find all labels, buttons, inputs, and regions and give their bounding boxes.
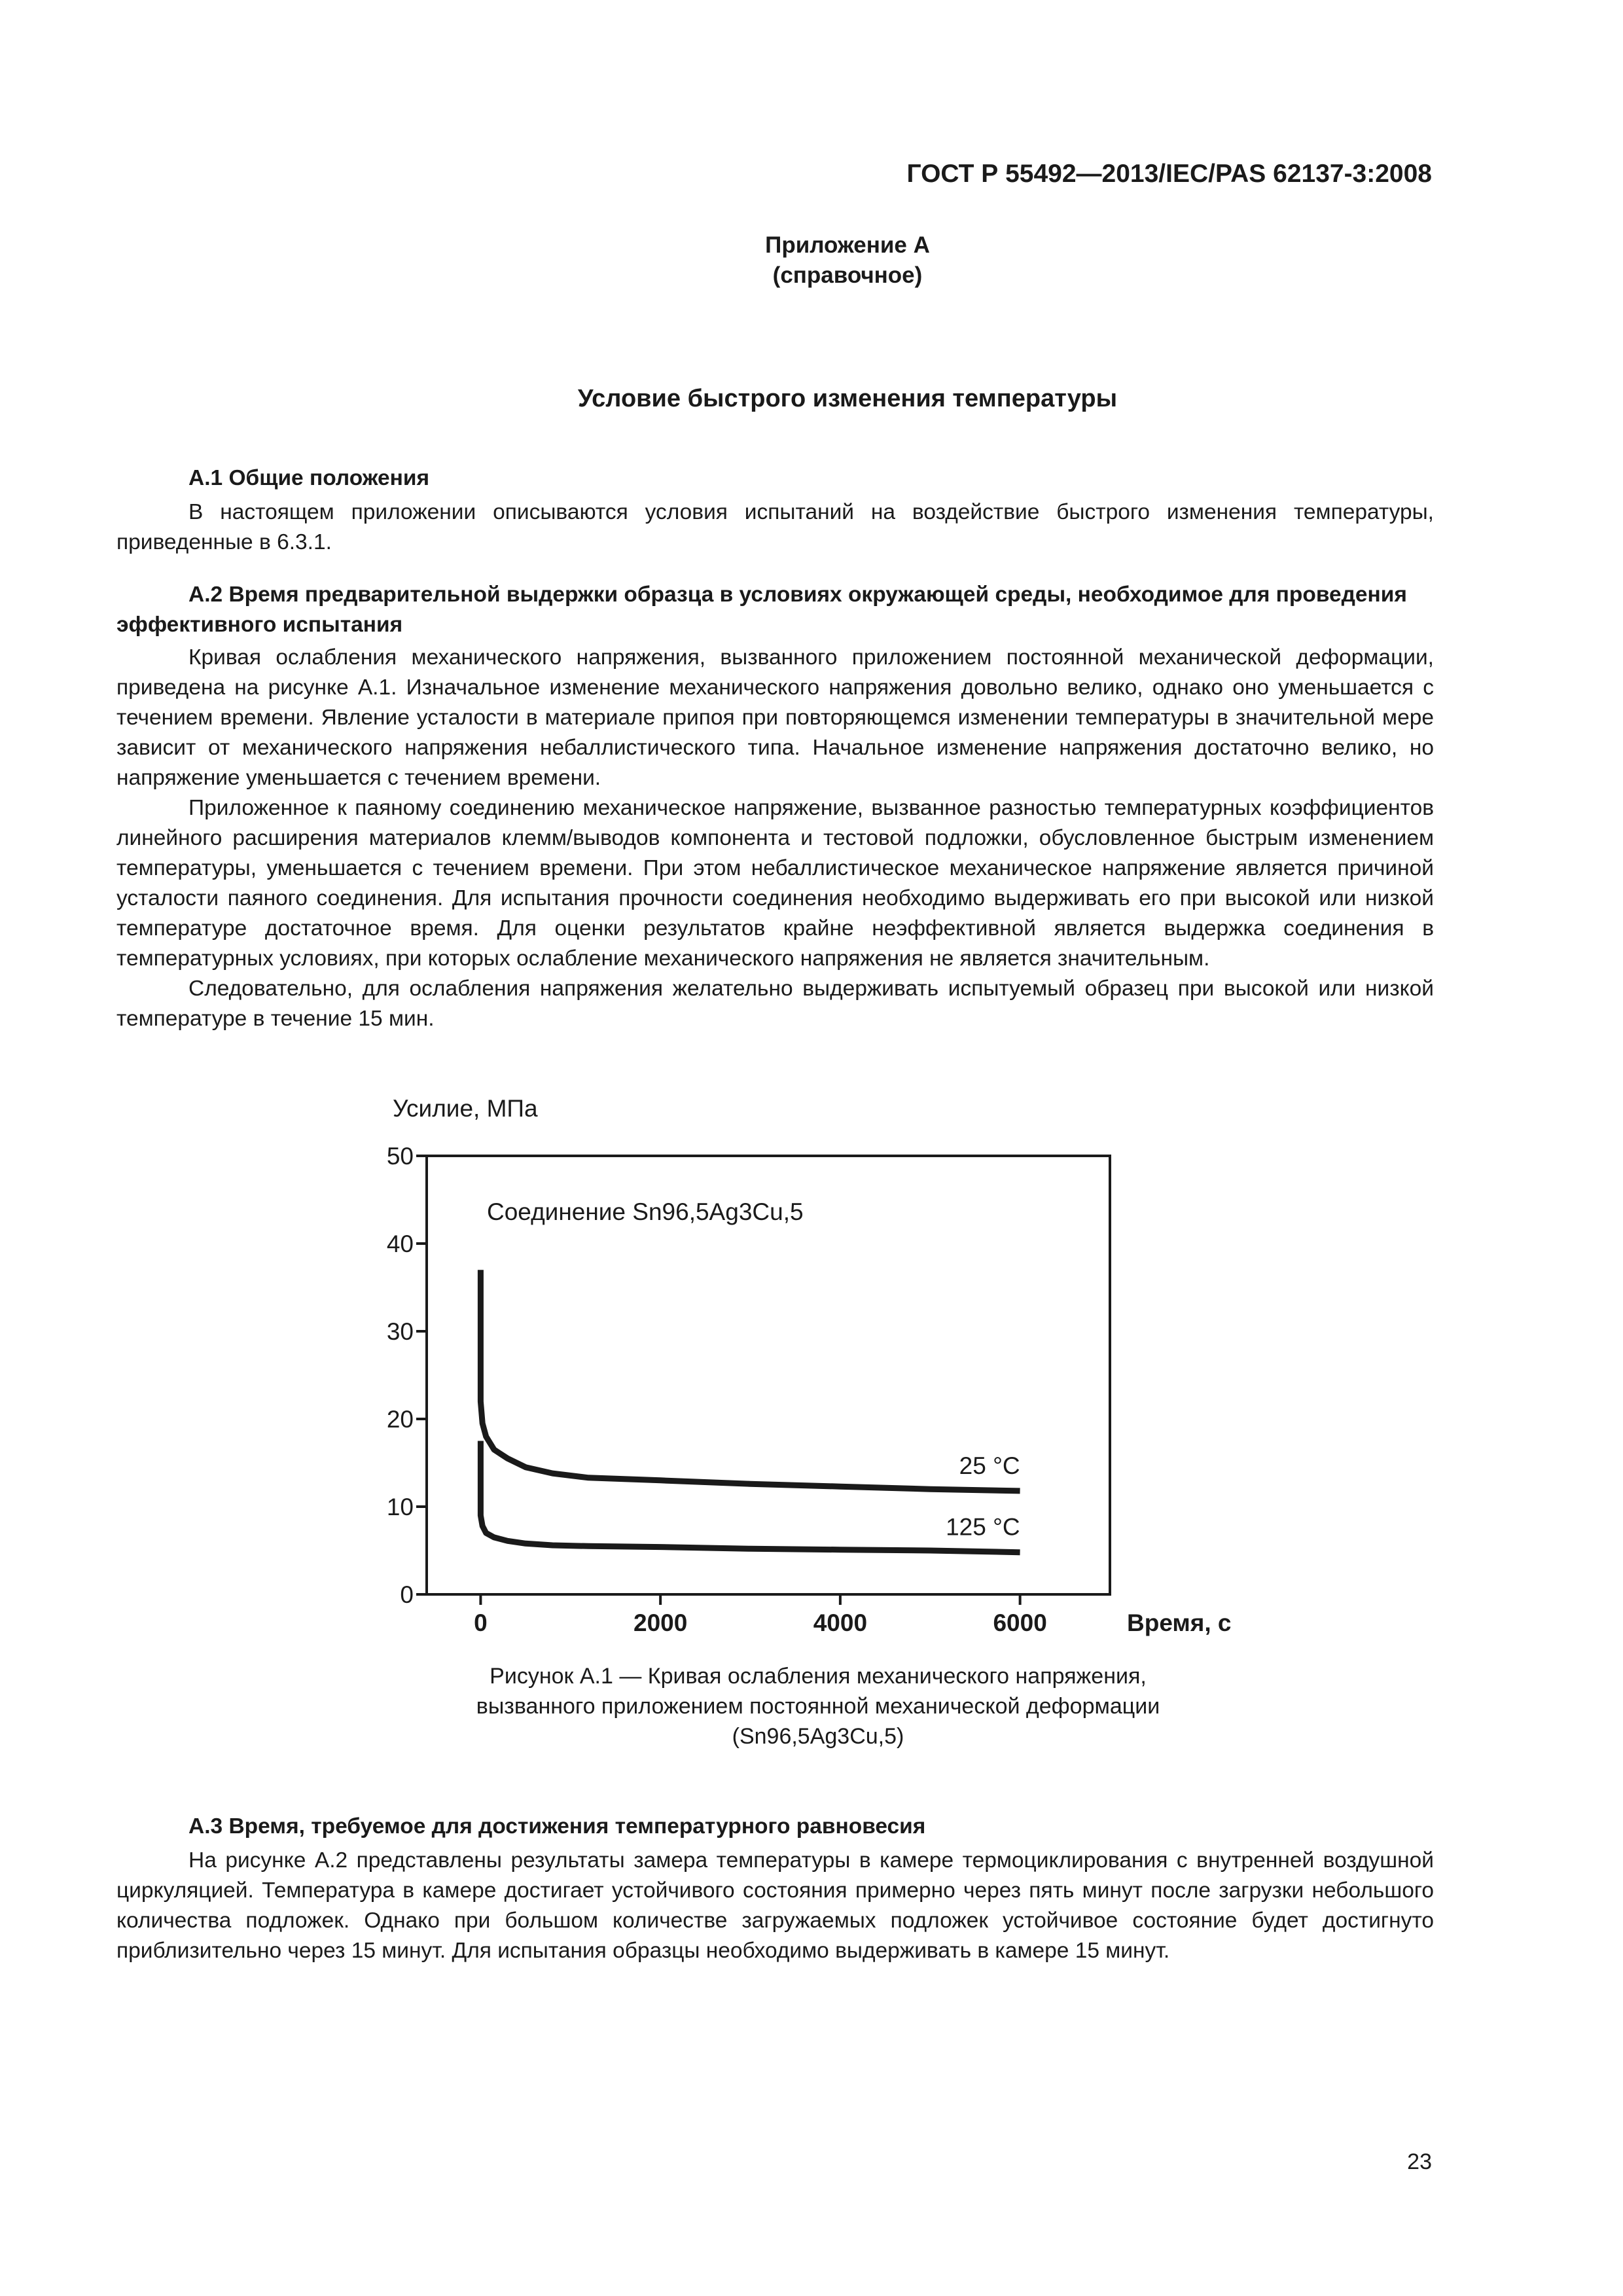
figure-a1 — [366, 1080, 1232, 1643]
y-tick-label: 40 — [386, 1230, 414, 1257]
standard-header: ГОСТ Р 55492—2013/IEC/PAS 62137-3:2008 — [906, 160, 1432, 188]
section-a1 — [116, 463, 1434, 558]
section-a1-heading: А.1 Общие положения — [188, 466, 430, 490]
caption-line: (Sn96,5Ag3Cu,5) — [732, 1724, 904, 1749]
page-title — [0, 385, 1623, 413]
page-title-text: Условие быстрого изменения температуры — [577, 385, 1118, 412]
section-a3-heading: А.3 Время, требуемое для достижения температурного равновесия — [188, 1814, 926, 1839]
page-number: 23 — [1407, 2149, 1432, 2174]
x-tick-label: 0 — [474, 1609, 488, 1636]
joint-annotation: Соединение Sn96,5Ag3Cu,5 — [487, 1198, 804, 1225]
y-axis-label: Усилие, МПа — [393, 1095, 538, 1122]
section-a3-paragraph: На рисунке А.2 представлены результаты замера температуры в камере термоциклирования с внутренней воздушной циркуляцией. Температура в камере достигает устойчивого состояния примерно через пять минут после загрузки небольшого количества подложек. Однако при большом количестве загружаемых подложек устойчивое состояние будет достигнуто приблизительно через 15 минут. Для испытания образцы необходимо выдерживать в камере 15 минут. — [116, 1848, 1434, 1963]
x-tick-label: 6000 — [993, 1609, 1047, 1636]
x-axis-label: Время, с — [1127, 1609, 1232, 1636]
series-line-2 — [480, 1441, 1020, 1552]
y-tick-label: 20 — [386, 1406, 414, 1433]
section-a2 — [116, 580, 1434, 1034]
figure-caption — [0, 1661, 1623, 1751]
section-a2-paragraph-3: Следовательно, для ослабления напряжения желательно выдерживать испытуемый образец при высокой или низкой температуре в течение 15 мин. — [116, 977, 1434, 1031]
x-tick-label: 2000 — [633, 1609, 688, 1636]
section-a1-paragraph: В настоящем приложении описываются условия испытаний на воздействие быстрого изменения температуры, приведенные в 6.3.1. — [116, 500, 1434, 554]
appendix-type: (справочное) — [772, 262, 923, 288]
section-a2-heading: А.2 Время предварительной выдержки образца в условиях окружающей среды, необходимое для проведения эффективного испытания — [116, 583, 1407, 637]
y-tick-label: 0 — [400, 1581, 414, 1608]
series-label-1: 25 °C — [959, 1452, 1020, 1479]
appendix-heading — [0, 230, 1623, 291]
y-tick-label: 30 — [386, 1318, 414, 1345]
series-label-2: 125 °C — [946, 1513, 1020, 1541]
appendix-label: Приложение А — [765, 232, 930, 258]
section-a3 — [116, 1812, 1434, 1966]
caption-line: вызванного приложением постоянной механической деформации — [476, 1694, 1160, 1719]
caption-line: Рисунок А.1 — Кривая ослабления механического напряжения, — [490, 1664, 1147, 1689]
section-a2-paragraph-1: Кривая ослабления механического напряжения, вызванного приложением постоянной механической деформации, приведена на рисунке А.1. Изначальное изменение механического напряжения довольно велико, однако оно уменьшается с течением времени. Явление усталости в материале припоя при повторяющемся изменении температуры в значительной мере зависит от механического напряжения небаллистического типа. Начальное изменение напряжения достаточно велико, но напряжение уменьшается с течением времени. — [116, 645, 1434, 790]
x-tick-label: 4000 — [813, 1609, 868, 1636]
y-tick-label: 50 — [386, 1143, 414, 1170]
section-a2-paragraph-2: Приложенное к паяному соединению механическое напряжение, вызванное разностью температурных коэффициентов линейного расширения материалов клемм/выводов компонента и тестовой подложки, обусловленное быстрым изменением температуры, уменьшается с течением времени. При этом небаллистическое механическое напряжение является причиной усталости паяного соединения. Для испытания прочности соединения необходимо выдерживать его при высокой или низкой температуре достаточное время. Для оценки результатов крайне неэффективной является выдержка соединения в температурных условиях, при которых ослабление механического напряжения не является значительным. — [116, 796, 1434, 971]
y-tick-label: 10 — [386, 1494, 414, 1520]
series-line-1 — [480, 1270, 1020, 1491]
stress-relaxation-chart — [366, 1080, 1232, 1643]
